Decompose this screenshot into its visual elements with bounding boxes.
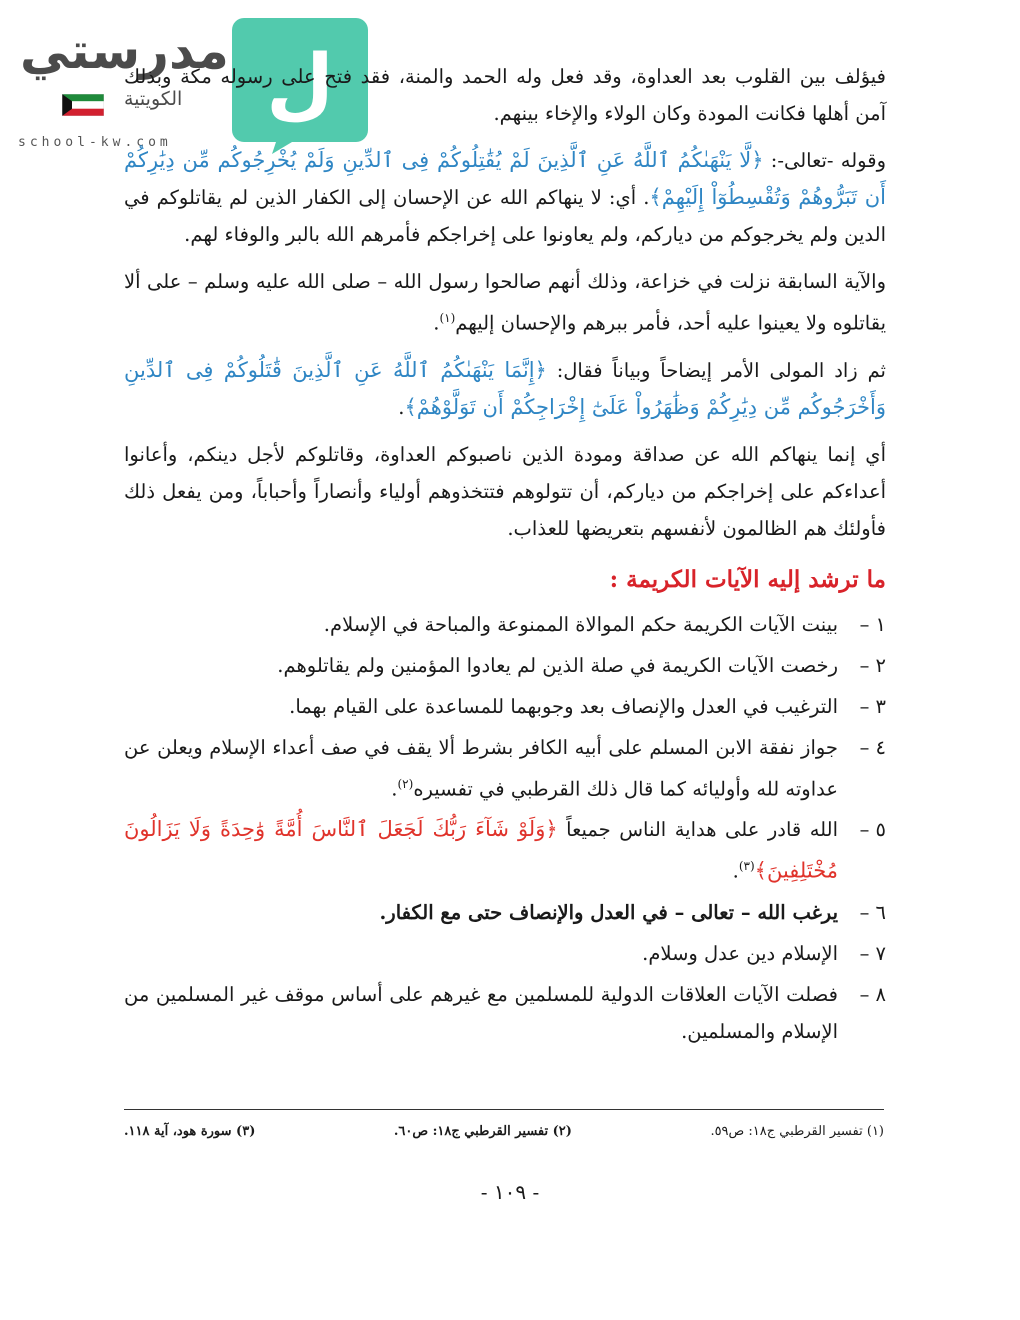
paragraph-4-intro: ثم زاد المولى الأمر إيضاحاً وبياناً فقال: bbox=[546, 358, 886, 382]
list-item bbox=[124, 976, 886, 1050]
list-item-5-text: الله قادر على هداية الناس جميعاً bbox=[557, 818, 838, 841]
list-item bbox=[124, 894, 886, 931]
footnote-divider bbox=[124, 1109, 884, 1110]
watermark-name: مدرستي bbox=[20, 22, 229, 80]
list-item-text bbox=[124, 729, 838, 808]
paragraph-4 bbox=[124, 352, 886, 426]
list-item-number: ٣ – bbox=[859, 694, 886, 718]
list-item-number: ٢ – bbox=[859, 653, 886, 677]
footnote-1: (١) تفسير القرطبي ج١٨: ص٥٩. bbox=[710, 1124, 884, 1139]
list-item-text: بينت الآيات الكريمة حكم الموالاة الممنوعة والمباحة في الإسلام. bbox=[323, 612, 838, 636]
footnote-2: (٢) تفسير القرطبي ج١٨: ص٦٠. bbox=[393, 1124, 572, 1139]
watermark-subtitle: الكويتية bbox=[124, 88, 183, 110]
list-item-number: ٧ – bbox=[859, 941, 886, 965]
list-item-4-text: جواز نفقة الابن المسلم على أبيه الكافر بشرط ألا يقف في صف أعداء الإسلام ويعلن عن عداوته لله وأوليائه كما قال ذلك القرطبي في تفسيره bbox=[124, 735, 838, 800]
paragraph-3-end: . bbox=[433, 311, 440, 335]
list-item-4-end: . bbox=[391, 777, 398, 800]
list-item bbox=[124, 935, 886, 972]
page-number: - ١٠٩ - bbox=[480, 1180, 540, 1204]
list-item-text: رخصت الآيات الكريمة في صلة الذين لم يعادوا المؤمنين ولم يقاتلوهم. bbox=[277, 653, 838, 677]
quran-verse-3: ﴿وَلَوْ شَآءَ رَبُّكَ لَجَعَلَ ٱلنَّاسَ أُمَّةً وَٰحِدَةً وَلَا يَزَالُونَ مُخْتَلِفِينَ﴾ bbox=[124, 817, 838, 883]
quran-verse-1: ﴿لَّا يَنْهَىٰكُمُ ٱللَّهُ عَنِ ٱلَّذِينَ لَمْ يُقَٰتِلُوكُمْ فِى ٱلدِّينِ وَلَمْ يُخْرِجُوكُم مِّن دِيَٰرِكُمْ أَن تَبَرُّوهُمْ وَتُقْسِطُوٓاْ إِلَيْهِمْ﴾ bbox=[124, 148, 886, 209]
kuwait-flag-icon bbox=[62, 94, 104, 116]
paragraph-2 bbox=[124, 142, 886, 253]
list-item-text: الإسلام دين عدل وسلام. bbox=[642, 941, 838, 965]
paragraph-3 bbox=[124, 263, 886, 342]
list-item-number: ٤ – bbox=[859, 735, 886, 759]
footnote-ref-1: (١) bbox=[439, 311, 456, 325]
paragraph-3-text: والآية السابقة نزلت في خزاعة، وذلك أنهم صالحوا رسول الله – صلى الله عليه وسلم – على ألا يقاتلوه ولا يعينوا عليه أحد، فأمر ببرهم والإحسان إليهم bbox=[124, 270, 886, 335]
section-heading: ما ترشد إليه الآيات الكريمة : bbox=[609, 565, 886, 593]
logo-glyph: ل bbox=[266, 39, 334, 129]
paragraph-1: فيؤلف بين القلوب بعد العداوة، وقد فعل وله الحمد والمنة، فقد فتح على رسوله مكة وبذلك آمن أهلها فكانت المودة وكان الولاء والإخاء بينهم. bbox=[124, 65, 886, 125]
paragraph-2-intro: وقوله -تعالى-: bbox=[763, 149, 886, 172]
footnote-ref-3: (٣) bbox=[738, 859, 755, 873]
list-item bbox=[124, 688, 886, 725]
list-item bbox=[124, 811, 886, 890]
list-item-text bbox=[124, 811, 838, 890]
list-item-number: ٥ – bbox=[859, 818, 886, 841]
footnote-3: (٣) سورة هود، آية ١١٨. bbox=[124, 1124, 256, 1139]
list-item-text: فصلت الآيات العلاقات الدولية للمسلمين مع غيرهم على أساس موقف غير المسلمين من الإسلام والمسلمين. bbox=[124, 982, 838, 1043]
list-item bbox=[124, 647, 886, 684]
list-item-text: يرغب الله – تعالى – في العدل والإنصاف حتى مع الكفار. bbox=[379, 900, 838, 924]
list-item-5-end: . bbox=[732, 859, 739, 883]
list-item-number: ١ – bbox=[859, 612, 886, 636]
paragraph-2-rest: . أي: لا ينهاكم الله عن الإحسان إلى الكفار الذين لم يقاتلوكم في الدين ولم يخرجوكم من دياركم، ولم يعاونوا على إخراجكم فأمرهم الله بالبر والوفاء لهم. bbox=[124, 186, 886, 246]
paragraph-5: أي إنما ينهاكم الله عن صداقة ومودة الذين ناصبوكم العداوة، وقاتلوكم لأجل دينكم، وأعانوا أعداءكم على إخراجكم من دياركم، أن تتولوهم فتتخذوهم أولياء وأنصاراً وأحباباً، ومن يفعل ذلك فأولئك هم الظالمون لأنفسهم بتعريضها للعذاب. bbox=[124, 442, 886, 540]
quran-verse-2: ﴿إِنَّمَا يَنْهَىٰكُمُ ٱللَّهُ عَنِ ٱلَّذِينَ قَٰتَلُوكُمْ فِى ٱلدِّينِ وَأَخْرَجُوكُم مِّن دِيَٰرِكُمْ وَظَٰهَرُواْ عَلَىٰٓ إِخْرَاجِكُمْ أَن تَوَلَّوْهُمْ﴾ bbox=[124, 357, 886, 419]
list-item bbox=[124, 729, 886, 808]
list-item bbox=[124, 606, 886, 643]
lessons-list bbox=[124, 606, 886, 1050]
footnotes bbox=[124, 1124, 884, 1139]
watermark-url: school-kw.com bbox=[18, 135, 172, 150]
paragraph-4-end: . bbox=[398, 395, 405, 419]
list-item-text: الترغيب في العدل والإنصاف بعد وجوبهما للمساعدة على القيام بهما. bbox=[289, 694, 838, 718]
footnote-ref-2: (٢) bbox=[397, 776, 414, 791]
list-item-number: ٨ – bbox=[859, 982, 886, 1006]
list-item-number: ٦ – bbox=[859, 900, 886, 924]
page-content bbox=[124, 58, 886, 1054]
